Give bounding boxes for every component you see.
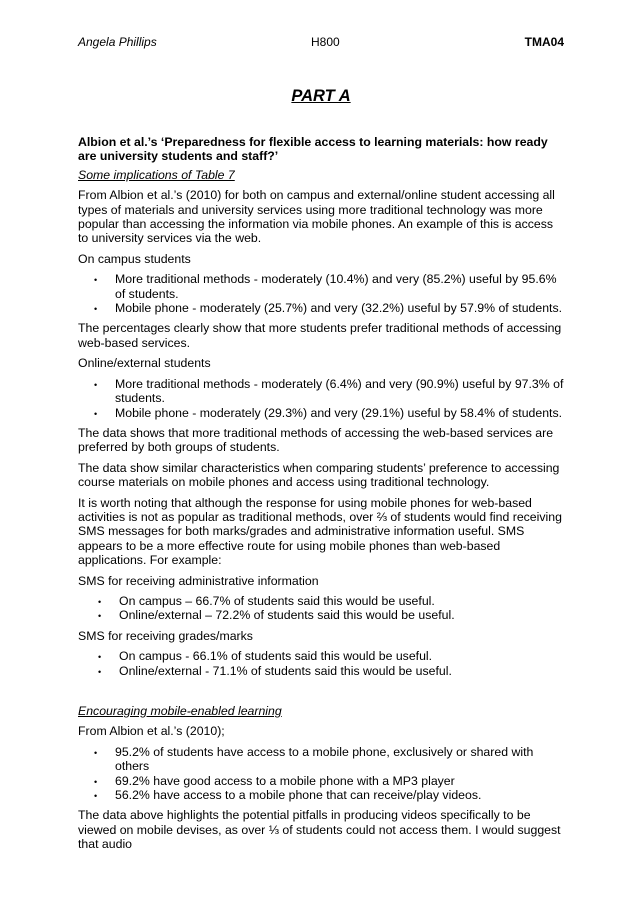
list-item: • Mobile phone - moderately (25.7%) and very (32.2%) useful by 57.9% of students. <box>94 301 563 316</box>
list-item: • Mobile phone - moderately (29.3%) and very (29.1%) useful by 58.4% of students. <box>94 405 563 420</box>
paragraph-similar: The data show similar characteristics when comparing students’ preference to accessing course materials on mobile phones and access using traditional technology. <box>78 460 560 490</box>
list-item: • 95.2% of students have access to a mobile phone, exclusively or shared with others <box>94 744 534 774</box>
sms-admin-label: SMS for receiving administrative information <box>78 573 319 588</box>
section-heading-implications: Some implications of Table 7 <box>78 167 235 182</box>
paragraph-closing: The data above highlights the potential pitfalls in producing videos specifically to be viewed on mobile devises, as over ⅓ of students could not access them. I would suggest that audio <box>78 808 561 852</box>
access-list <box>78 745 564 803</box>
bullet-icon: • <box>94 776 98 787</box>
bullet-icon: • <box>98 652 102 663</box>
assignment-code: TMA04 <box>524 35 564 49</box>
course-code: H800 <box>311 35 340 49</box>
list-item: • 69.2% have good access to a mobile phone with a MP3 player <box>94 773 455 788</box>
bullet-icon: • <box>94 379 98 390</box>
on-campus-list <box>78 272 564 315</box>
list-item: • Online/external - 71.1% of students said this would be useful. <box>98 663 452 678</box>
bullet-icon: • <box>94 791 98 802</box>
bullet-icon: • <box>98 596 102 607</box>
sms-admin-list <box>78 594 564 623</box>
paragraph-noting: It is worth noting that although the response for using mobile phones for web-based activities is not as popular as traditional methods, over ⅔ of students would find receiving SMS messages for both marks/grades and administrative information useful. SMS appears to be a more effective route for using mobile phones than web-based applications. For example: <box>78 495 562 568</box>
list-item: • Online/external – 72.2% of students said this would be useful. <box>98 608 455 623</box>
online-list <box>78 377 564 420</box>
sms-grades-list <box>78 649 564 678</box>
page-title: PART A <box>291 87 351 105</box>
bullet-icon: • <box>94 275 98 286</box>
section-heading-mobile-learning: Encouraging mobile-enabled learning <box>78 704 282 718</box>
document-page <box>78 34 564 852</box>
bullet-icon: • <box>94 408 98 419</box>
list-item: • On campus - 66.1% of students said this would be useful. <box>98 649 433 664</box>
list-item: • More traditional methods - moderately (6.4%) and very (90.9%) useful by 97.3% of students. <box>94 376 564 406</box>
paragraph-intro: From Albion et al.’s (2010) for both on campus and external/online student accessing all types of materials and university services using more traditional technology was more popular than accessing the information via mobile phones. An example of this is access to university services via the web. <box>78 188 555 246</box>
bullet-icon: • <box>98 611 102 622</box>
list-item: • On campus – 66.7% of students said this would be useful. <box>98 593 435 608</box>
page-header <box>78 34 564 50</box>
author-name: Angela Phillips <box>78 35 157 49</box>
paragraph-on-campus-note: The percentages clearly show that more students prefer traditional methods of accessing web-based services. <box>78 321 562 350</box>
paragraph-online-note: The data shows that more traditional methods of accessing the web-based services are preferred by both groups of students. <box>78 425 554 455</box>
online-label: Online/external students <box>78 356 211 371</box>
article-title: Albion et al.’s ‘Preparedness for flexible access to learning materials: how ready are university students and staff?’ <box>78 135 548 164</box>
list-item: • 56.2% have access to a mobile phone that can receive/play videos. <box>94 788 482 803</box>
bullet-icon: • <box>94 747 98 758</box>
paragraph-from-albion: From Albion et al.’s (2010); <box>78 724 225 739</box>
sms-grades-label: SMS for receiving grades/marks <box>78 628 253 643</box>
bullet-icon: • <box>98 666 102 677</box>
bullet-icon: • <box>94 304 98 315</box>
list-item: • More traditional methods - moderately (10.4%) and very (85.2%) useful by 95.6% of students. <box>94 272 557 301</box>
on-campus-label: On campus students <box>78 251 191 266</box>
